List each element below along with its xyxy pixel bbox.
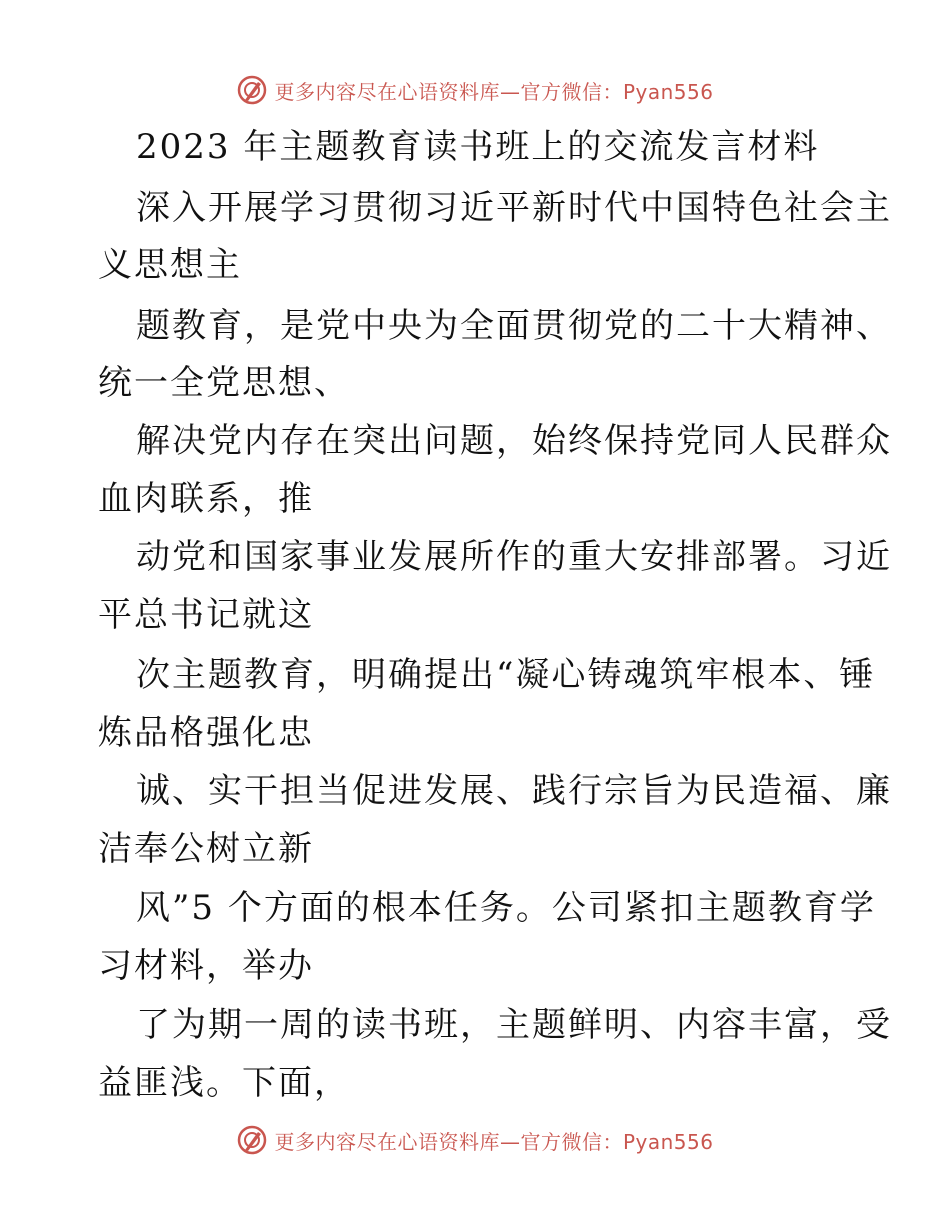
quill-logo-icon — [236, 74, 268, 106]
quill-logo-icon — [236, 1124, 268, 1156]
paragraph-line: 益匪浅。下面， — [98, 1063, 350, 1103]
paragraph-line: 风”5 个方面的根本任务。公司紧扣主题教育学 — [136, 888, 876, 928]
paragraph-line: 深入开展学习贯彻习近平新时代中国特色社会主 — [136, 188, 892, 228]
paragraph-line: 血肉联系，推 — [98, 479, 314, 519]
paragraph-line: 平总书记就这 — [98, 595, 314, 635]
paragraph-line: 了为期一周的读书班，主题鲜明、内容丰富，受 — [136, 1005, 892, 1045]
paragraph-line: 诚、实干担当促进发展、践行宗旨为民造福、廉 — [136, 771, 892, 811]
header-banner-text: 更多内容尽在心语资料库—官方微信：Pyan556 — [274, 79, 714, 104]
paragraph-line: 义思想主 — [98, 245, 242, 285]
paragraph-line: 洁奉公树立新 — [98, 829, 314, 869]
footer-banner — [0, 1120, 950, 1160]
paragraph-line: 动党和国家事业发展所作的重大安排部署。习近 — [136, 537, 892, 577]
document-title: 2023 年主题教育读书班上的交流发言材料 — [136, 127, 820, 167]
paragraph-line: 解决党内存在突出问题，始终保持党同人民群众 — [136, 421, 892, 461]
paragraph-line: 题教育，是党中央为全面贯彻党的二十大精神、 — [136, 306, 892, 346]
header-banner — [0, 70, 950, 110]
paragraph-line: 习材料，举办 — [98, 946, 314, 986]
paragraph-line: 炼品格强化忠 — [98, 713, 314, 753]
paragraph-line: 次主题教育，明确提出“凝心铸魂筑牢根本、锤 — [136, 655, 876, 695]
footer-banner-text: 更多内容尽在心语资料库—官方微信：Pyan556 — [274, 1129, 714, 1154]
paragraph-line: 统一全党思想、 — [98, 363, 350, 403]
